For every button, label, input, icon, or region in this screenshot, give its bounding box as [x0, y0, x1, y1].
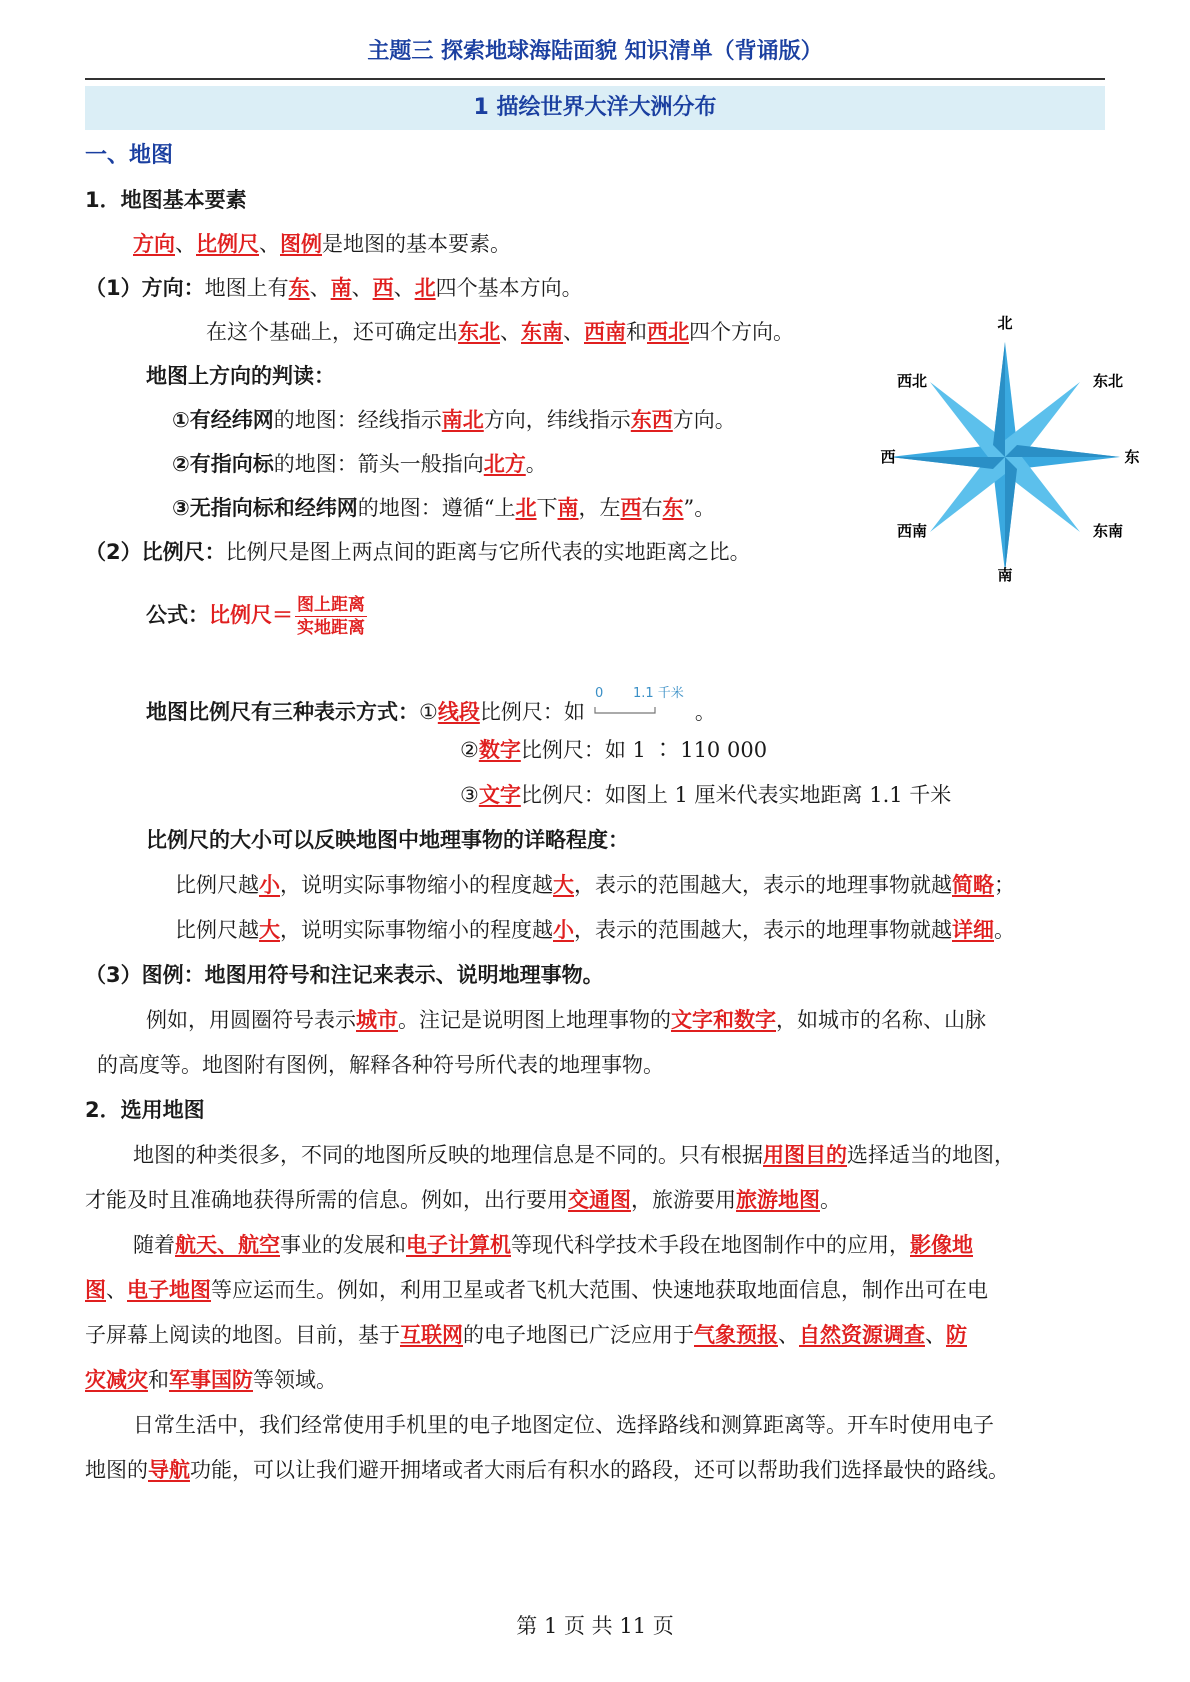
- text: ，说明实际事物缩小的程度越: [280, 873, 553, 897]
- choose-p1: [133, 1140, 1015, 1170]
- text: 、: [925, 1323, 946, 1347]
- page-footer: 第 1 页 共 11 页: [516, 1614, 674, 1638]
- term: 东南: [521, 319, 563, 344]
- sep: 、: [309, 276, 331, 300]
- text: 比例尺越: [175, 873, 259, 897]
- formula-lhs: 比例尺＝: [209, 602, 293, 627]
- text: ，左: [578, 496, 621, 520]
- shade-n: [993, 342, 1005, 457]
- text: ，旅游要用: [631, 1188, 736, 1212]
- term: 东: [662, 495, 684, 520]
- scale-size-large: [175, 915, 1015, 945]
- text: 的地图：遵循“上: [357, 496, 516, 520]
- compass-south-label: 南: [997, 566, 1013, 584]
- label: 公式：: [146, 603, 209, 627]
- shade-e: [1005, 445, 1120, 457]
- text: 右: [641, 496, 663, 520]
- term: 数字: [478, 737, 521, 762]
- compass-east-label: 东: [1124, 448, 1140, 466]
- term: 导航: [148, 1457, 190, 1482]
- label: （2）比例尺：: [85, 540, 226, 564]
- compass-rose-icon: [880, 314, 1140, 585]
- compass-southeast-label: 东南: [1092, 522, 1124, 540]
- term: 东北: [458, 319, 500, 344]
- text: 四个基本方向。: [435, 276, 583, 300]
- direction-judge-title: 地图上方向的判读：: [146, 364, 335, 388]
- term: 北方: [483, 451, 526, 476]
- legend-paragraph-line-1: [146, 1005, 986, 1035]
- text: 的地图：经线指示: [273, 408, 442, 432]
- text: 、: [106, 1278, 127, 1302]
- scale-bar-line: [595, 707, 655, 713]
- text: 地图的种类很多，不同的地图所反映的地理信息是不同的。只有根据: [133, 1143, 763, 1167]
- text: 事业的发展和: [280, 1233, 406, 1257]
- heading-choose-map: 2．选用地图: [85, 1098, 205, 1122]
- heading-map: 一、地图: [85, 143, 174, 168]
- text: 方向。: [672, 408, 736, 432]
- formula-denominator: 实地距离: [297, 618, 365, 638]
- choose-p3: [133, 1230, 973, 1260]
- text: 。: [525, 452, 547, 476]
- scale-size-title: 比例尺的大小可以反映地图中地理事物的详略程度：: [146, 828, 629, 852]
- text: ①: [419, 700, 438, 724]
- term: 东西: [630, 407, 673, 432]
- text: 的电子地图已广泛应用于: [463, 1323, 694, 1347]
- term: 交通图: [568, 1187, 631, 1212]
- formula-fraction: [295, 594, 367, 639]
- scale-bar-zero: 0: [594, 686, 604, 701]
- term: 旅游地图: [736, 1187, 820, 1212]
- term: 简略: [952, 872, 994, 897]
- text: ，表示的范围越大，表示的地理事物就越: [574, 918, 952, 942]
- text: 地图上有: [204, 276, 289, 300]
- sep: 、: [393, 276, 415, 300]
- scale-way-1: [146, 685, 716, 727]
- text: 在这个基础上，还可确定出: [206, 320, 458, 344]
- scale-bar-graphic: [585, 685, 695, 725]
- compass-north-label: 北: [997, 314, 1013, 332]
- term: 小: [553, 917, 574, 942]
- term: 北: [414, 275, 436, 300]
- sep: 、: [175, 232, 196, 256]
- text: 的地图：箭头一般指向: [273, 452, 484, 476]
- choose-p7: 日常生活中，我们经常使用手机里的电子地图定位、选择路线和测算距离等。开车时使用电子: [133, 1413, 994, 1437]
- text: 四个方向。: [689, 320, 794, 344]
- shade-s: [1005, 457, 1017, 572]
- text: ；: [994, 873, 1015, 897]
- text: 等现代科学技术手段在地图制作中的应用，: [511, 1233, 910, 1257]
- term: 灾减灾: [85, 1367, 148, 1392]
- term-direction: 方向: [133, 231, 175, 256]
- text: 地图的: [85, 1458, 148, 1482]
- elements-paragraph: [133, 229, 511, 259]
- text: ，说明实际事物缩小的程度越: [280, 918, 553, 942]
- text: 下: [536, 496, 558, 520]
- text: 才能及时且准确地获得所需的信息。例如，出行要用: [85, 1188, 568, 1212]
- term: 西北: [647, 319, 689, 344]
- legend-title: （3）图例：地图用符号和注记来表示、说明地理事物。: [85, 963, 604, 987]
- shade-w: [890, 457, 1005, 469]
- text: 选择适当的地图，: [847, 1143, 1015, 1167]
- term: 电子地图: [127, 1277, 211, 1302]
- formula-numerator: 图上距离: [297, 595, 365, 615]
- judge-item-2: [172, 449, 547, 479]
- sep: 、: [351, 276, 373, 300]
- choose-p5: [85, 1320, 967, 1350]
- term: 南北: [441, 407, 484, 432]
- text: ③: [460, 783, 479, 807]
- sep: 、: [563, 320, 584, 344]
- line-scale-bar: [585, 685, 695, 725]
- term: 文字和数字: [671, 1007, 776, 1032]
- text: 和: [626, 320, 647, 344]
- term: 互联网: [400, 1322, 463, 1347]
- term: 大: [553, 872, 574, 897]
- text: 和: [148, 1368, 169, 1392]
- term: 南: [330, 275, 352, 300]
- term: 气象预报: [694, 1322, 778, 1347]
- compass-west-label: 西: [880, 448, 896, 466]
- section-banner: 1 描绘世界大洋大洲分布: [85, 86, 1105, 130]
- term: 防: [946, 1322, 967, 1347]
- scale-definition: [85, 537, 751, 567]
- term-scale: 比例尺: [196, 231, 259, 256]
- text: 。: [820, 1188, 841, 1212]
- document-title: 主题三 探索地球海陆面貌 知识清单（背诵版）: [367, 39, 823, 64]
- text: 比例尺：如: [479, 700, 585, 724]
- compass-northwest-label: 西北: [896, 372, 928, 390]
- term: 军事国防: [169, 1367, 253, 1392]
- term: 影像地: [910, 1232, 973, 1257]
- heading-basic-elements: 1．地图基本要素: [85, 188, 247, 212]
- scale-formula: [146, 588, 367, 642]
- text: 、: [778, 1323, 799, 1347]
- text: 。: [694, 700, 716, 724]
- text: 。注记是说明图上地理事物的: [398, 1008, 671, 1032]
- text: 比例尺：如 1 ∶ 110 000: [520, 738, 768, 762]
- scale-way-2: [460, 735, 767, 765]
- term: 详细: [952, 917, 994, 942]
- text: ，如城市的名称、山脉: [776, 1008, 986, 1032]
- text: 比例尺：如图上 1 厘米代表实地距离 1.1 千米: [520, 783, 952, 807]
- term: 南: [557, 495, 579, 520]
- text: 子屏幕上阅读的地图。目前，基于: [85, 1323, 400, 1347]
- term: 大: [259, 917, 280, 942]
- term: 线段: [437, 699, 480, 724]
- text: ②有指向标: [172, 452, 274, 476]
- term: 小: [259, 872, 280, 897]
- term: 东: [288, 275, 310, 300]
- header-divider: [85, 78, 1105, 80]
- text: 等应运而生。例如，利用卫星或者飞机大范围、快速地获取地面信息，制作出可在电: [211, 1278, 988, 1302]
- text: 功能，可以让我们避开拥堵或者大雨后有积水的路段，还可以帮助我们选择最快的路线。: [190, 1458, 1009, 1482]
- judge-item-3: [172, 493, 715, 523]
- sep: 、: [500, 320, 521, 344]
- text: ①有经纬网: [172, 408, 274, 432]
- direction-line-2: [206, 317, 794, 347]
- text: 比例尺是图上两点间的距离与它所代表的实地距离之比。: [225, 540, 751, 564]
- judge-item-1: [172, 405, 736, 435]
- text: 等领域。: [253, 1368, 337, 1392]
- text: 方向，纬线指示: [483, 408, 631, 432]
- term: 自然资源调查: [799, 1322, 925, 1347]
- text: 比例尺越: [175, 918, 259, 942]
- term: 西: [372, 275, 394, 300]
- scale-bar-value: 1.1 千米: [632, 686, 684, 701]
- choose-p2: [85, 1185, 841, 1215]
- compass-southwest-label: 西南: [896, 522, 928, 540]
- text: 是地图的基本要素。: [322, 232, 511, 256]
- text: ，表示的范围越大，表示的地理事物就越: [574, 873, 952, 897]
- term: 图: [85, 1277, 106, 1302]
- text: 例如，用圆圈符号表示: [146, 1008, 356, 1032]
- choose-p4: [85, 1275, 988, 1305]
- text: ②: [460, 738, 479, 762]
- text: 随着: [133, 1233, 175, 1257]
- choose-p8: [85, 1455, 1009, 1485]
- term: 航天、航空: [175, 1232, 280, 1257]
- sep: 、: [259, 232, 280, 256]
- text: 。: [994, 918, 1015, 942]
- term: 北: [515, 495, 537, 520]
- choose-p6: [85, 1365, 337, 1395]
- term-legend: 图例: [280, 231, 322, 256]
- term: 西南: [584, 319, 626, 344]
- scale-way-3: [460, 780, 951, 810]
- term: 西: [620, 495, 642, 520]
- label: （1）方向：: [85, 276, 205, 300]
- legend-paragraph-line-2: 的高度等。地图附有图例，解释各种符号所代表的地理事物。: [97, 1053, 664, 1077]
- direction-line-1: [85, 273, 583, 303]
- term: 城市: [356, 1007, 398, 1032]
- term: 电子计算机: [406, 1232, 511, 1257]
- term: 用图目的: [763, 1142, 847, 1167]
- term: 文字: [478, 782, 521, 807]
- text: ③无指向标和经纬网: [172, 496, 358, 520]
- label: 地图比例尺有三种表示方式：: [146, 700, 419, 724]
- scale-size-small: [175, 870, 1015, 900]
- compass-northeast-label: 东北: [1092, 372, 1124, 390]
- text: ”。: [683, 496, 716, 520]
